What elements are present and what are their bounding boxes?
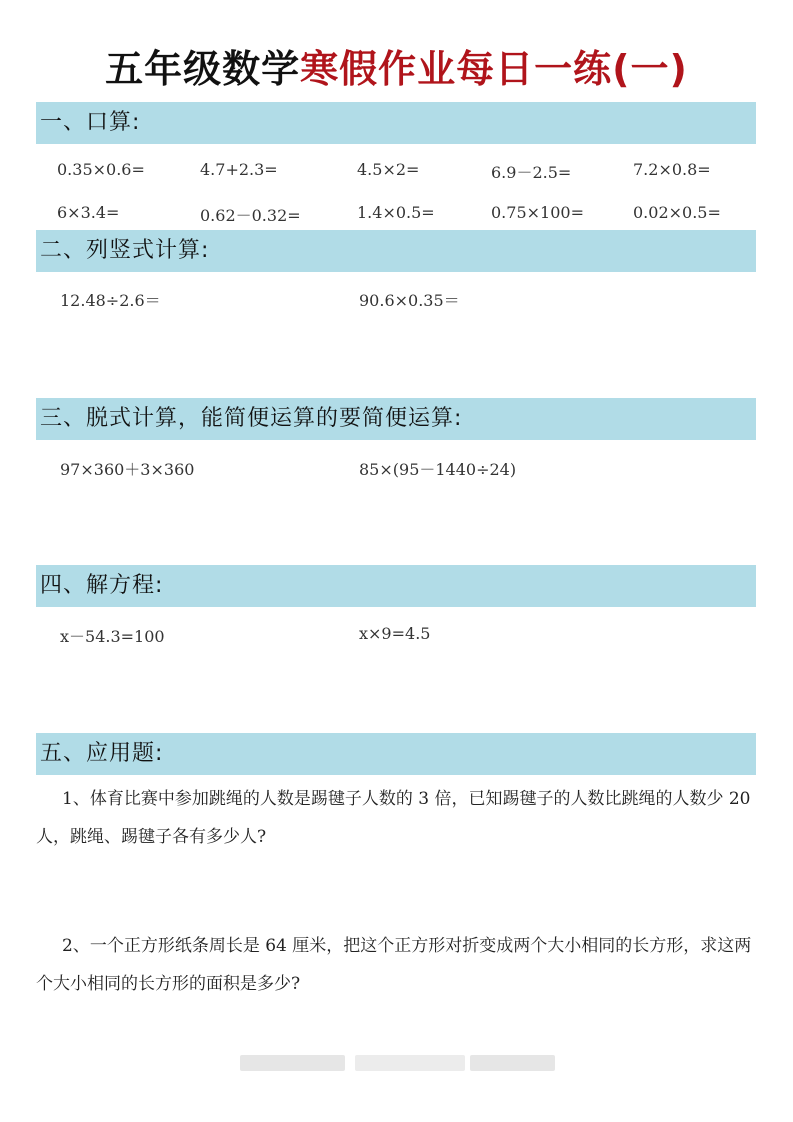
mental-math-problem: 0.75×100= xyxy=(491,203,584,222)
section-heading-equations: 四、解方程: xyxy=(36,565,756,607)
watermark-blur xyxy=(355,1055,465,1071)
section-heading-step-calc: 三、脱式计算，能简便运算的要简便运算: xyxy=(36,398,756,440)
section-heading-word-problems: 五、应用题: xyxy=(36,733,756,775)
equation-problem: x×9=4.5 xyxy=(359,624,431,643)
vertical-calc-problem: 12.48÷2.6＝ xyxy=(60,291,161,310)
vertical-calc-problem: 90.6×0.35＝ xyxy=(359,291,460,310)
mental-math-problem: 6×3.4= xyxy=(57,203,120,222)
section-heading-vertical-calc: 二、列竖式计算: xyxy=(36,230,756,272)
mental-math-problem: 4.7+2.3= xyxy=(200,160,278,179)
title-part-grade: 五年级数学 xyxy=(105,47,301,91)
mental-math-problem: 6.9－2.5= xyxy=(491,163,572,182)
mental-math-problem: 0.02×0.5= xyxy=(633,203,721,222)
mental-math-problem: 0.62－0.32= xyxy=(200,206,301,225)
word-problem-1: 1、体育比赛中参加跳绳的人数是踢毽子人数的 3 倍，已知踢毽子的人数比跳绳的人数少 20 人，跳绳、踢毽子各有多少人? xyxy=(36,789,751,847)
equation-problem: x－54.3=100 xyxy=(60,627,165,646)
mental-math-problem: 0.35×0.6= xyxy=(57,160,145,179)
watermark-blur xyxy=(240,1055,345,1071)
section-heading-mental-math: 一、口算: xyxy=(36,102,756,144)
step-calc-problem: 85×(95－1440÷24) xyxy=(359,460,517,479)
mental-math-problem: 4.5×2= xyxy=(357,160,420,179)
word-problem-2: 2、一个正方形纸条周长是 64 厘米，把这个正方形对折变成两个大小相同的长方形，求这两个大小相同的长方形的面积是多少? xyxy=(36,936,752,994)
mental-math-problem: 1.4×0.5= xyxy=(357,203,435,222)
page-title xyxy=(0,38,793,93)
watermark-blur xyxy=(470,1055,555,1071)
mental-math-problem: 7.2×0.8= xyxy=(633,160,711,179)
step-calc-problem: 97×360＋3×360 xyxy=(60,460,195,479)
title-part-homework: 寒假作业每日一练(一) xyxy=(300,47,688,91)
